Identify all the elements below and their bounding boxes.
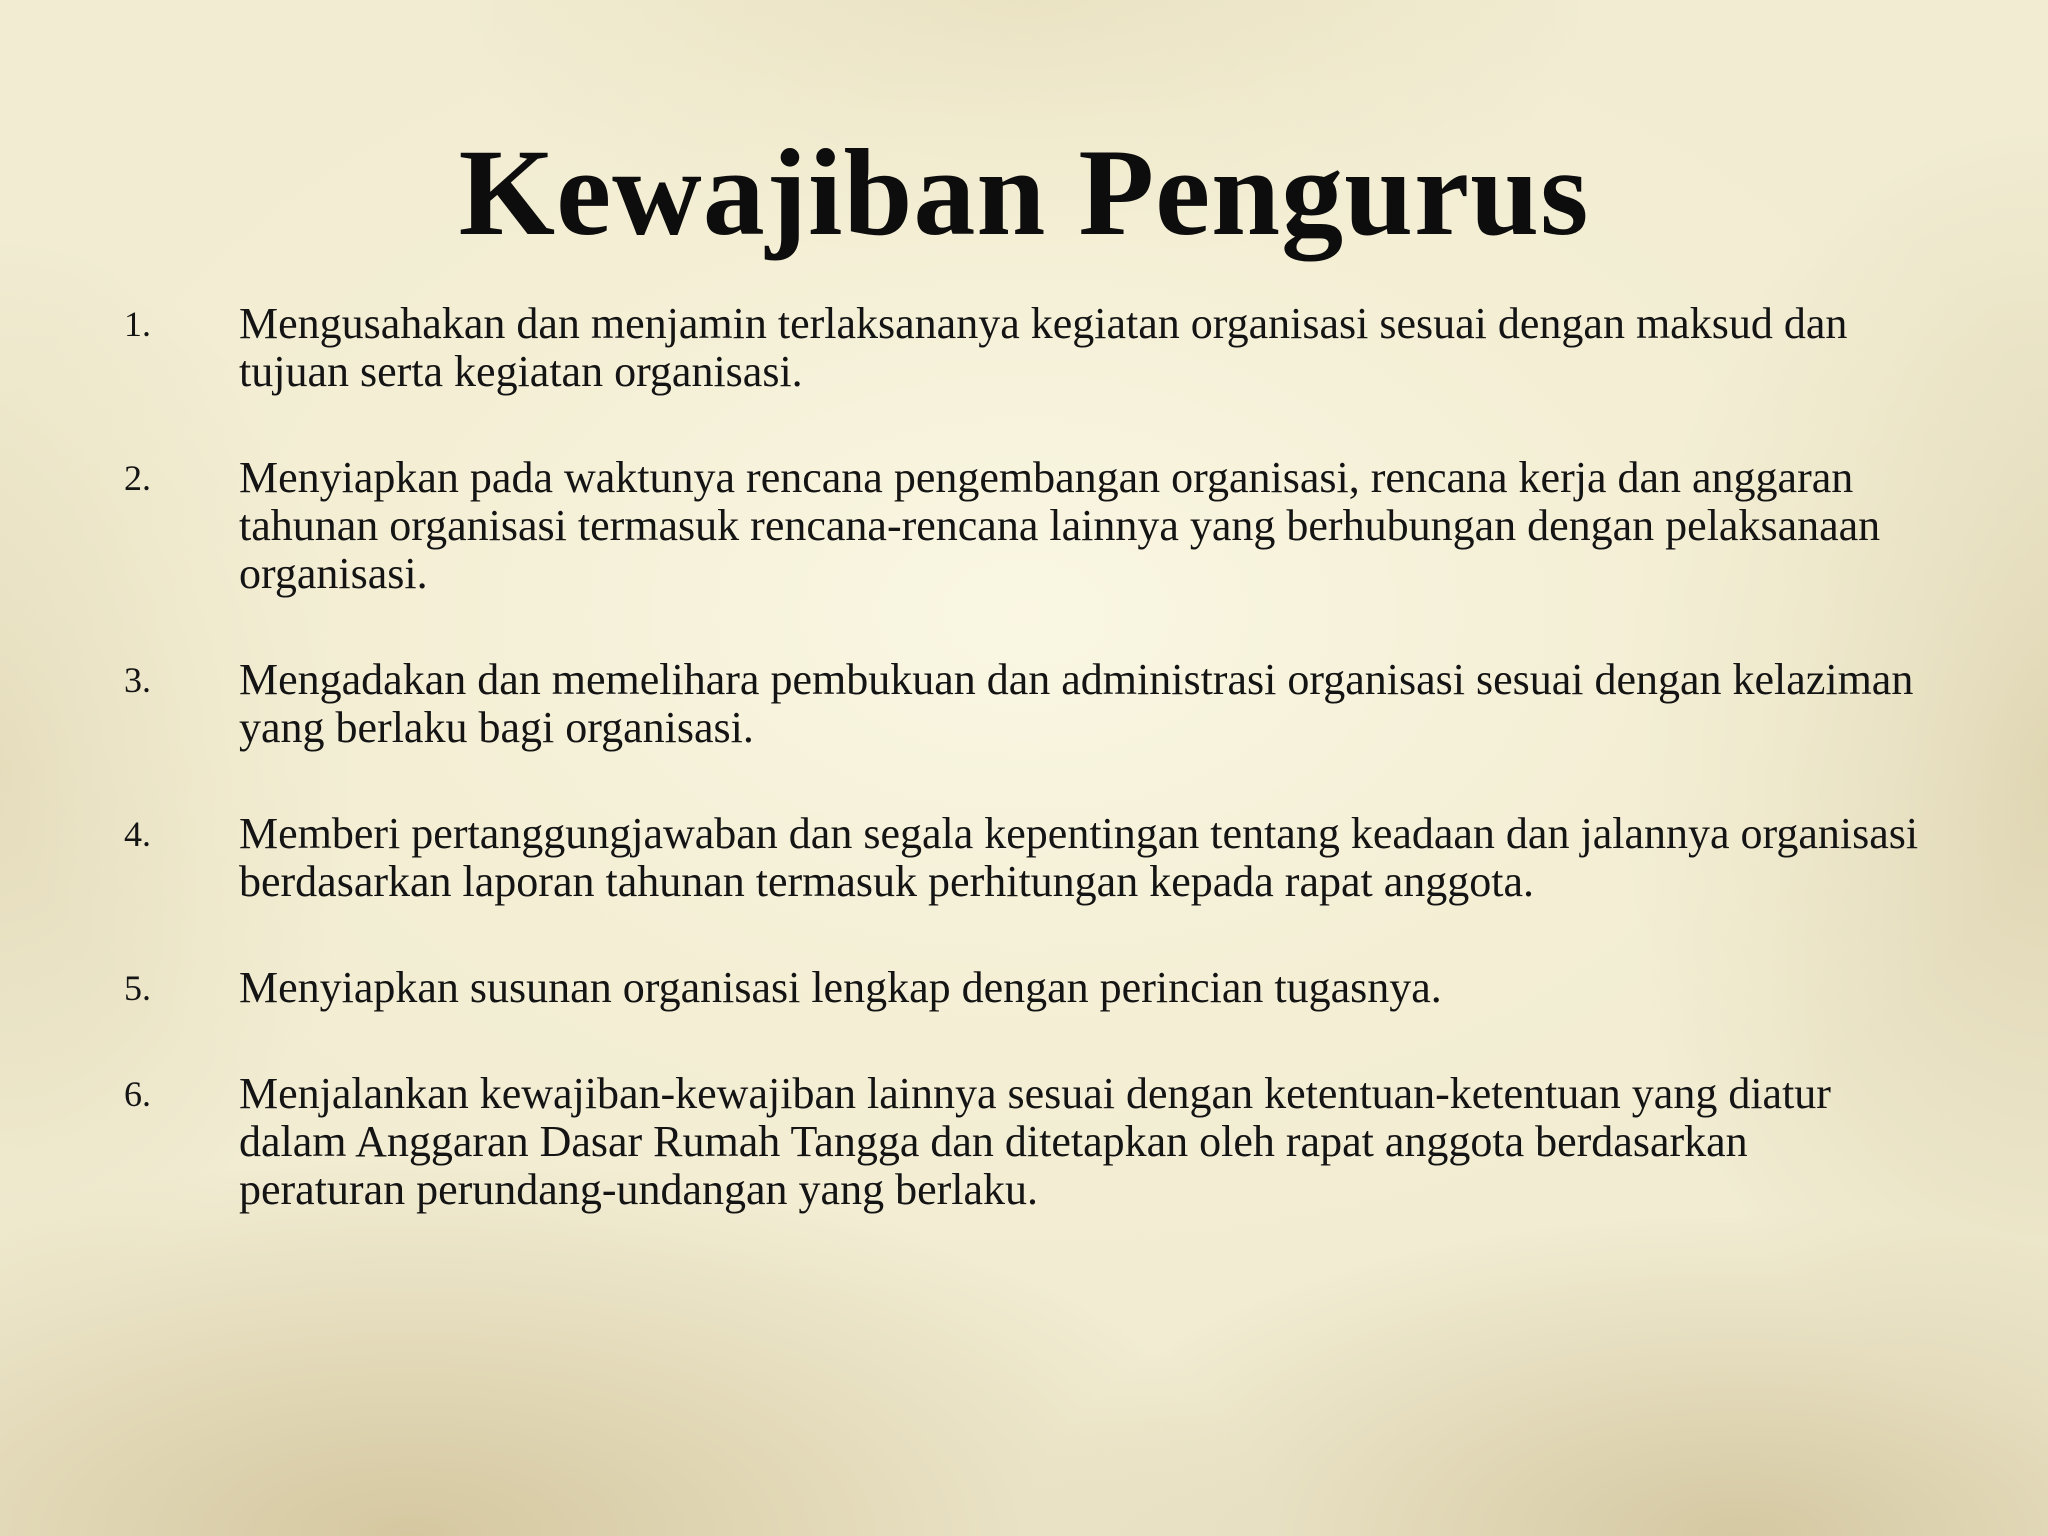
slide-title: Kewajiban Pengurus: [458, 124, 1590, 261]
list-item-text: Menyiapkan susunan organisasi lengkap dengan perincian tugasnya.: [239, 963, 1442, 1012]
list-item-text: Memberi pertanggungjawaban dan segala kepentingan tentang keadaan dan jalannya organisasi berdasarkan laporan tahunan termasuk perhitungan kepada rapat anggota.: [239, 809, 1919, 906]
list-item-text: Menyiapkan pada waktunya rencana pengembangan organisasi, rencana kerja dan anggaran tahunan organisasi termasuk rencana-rencana lainnya yang berhubungan dengan pelaksanaan organisasi.: [239, 453, 1881, 598]
list-item-number: 5.: [124, 968, 151, 1008]
list-item: [124, 964, 1924, 1012]
list-item-number: 3.: [124, 660, 151, 700]
list-item-text: Mengadakan dan memelihara pembukuan dan administrasi organisasi sesuai dengan kelaziman yang berlaku bagi organisasi.: [239, 655, 1914, 752]
list-item-number: 1.: [124, 304, 151, 344]
list-item-text: Menjalankan kewajiban-kewajiban lainnya sesuai dengan ketentuan-ketentuan yang diatur dalam Anggaran Dasar Rumah Tangga dan ditetapkan oleh rapat anggota berdasarkan peraturan perundang-undangan yang berlaku.: [239, 1069, 1831, 1214]
list-item-number: 2.: [124, 458, 151, 498]
list-item: [124, 454, 1924, 598]
list-item-text: Mengusahakan dan menjamin terlaksananya kegiatan organisasi sesuai dengan maksud dan tujuan serta kegiatan organisasi.: [239, 299, 1848, 396]
list-item-number: 4.: [124, 814, 151, 854]
list-item: [124, 300, 1924, 396]
list-item: [124, 810, 1924, 906]
list-item-number: 6.: [124, 1074, 151, 1114]
duties-list: [124, 300, 1924, 1214]
list-item: [124, 1070, 1924, 1214]
list-item: [124, 656, 1924, 752]
